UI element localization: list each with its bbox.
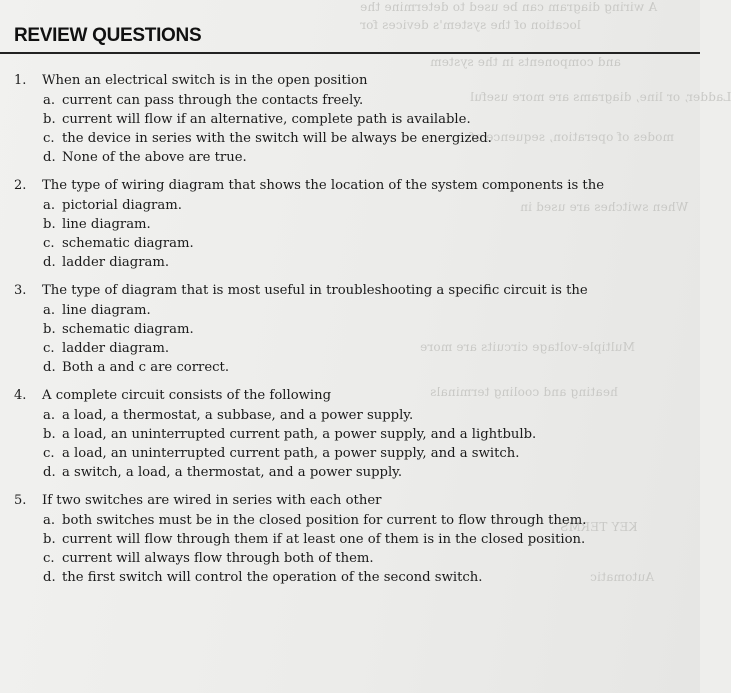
option-text: current will always flow through both of them.: [62, 551, 374, 566]
show-through-text: Automatic: [590, 570, 655, 584]
option-letter: b.: [43, 532, 56, 547]
option-letter: b.: [43, 217, 56, 232]
show-through-text: When switches are used in: [520, 200, 689, 214]
question-1: [14, 73, 634, 169]
option-text: schematic diagram.: [62, 236, 194, 251]
question-stem: The type of diagram that is most useful in troubleshooting a specific circuit is the: [42, 283, 588, 298]
option-text: both switches must be in the closed position for current to flow through them.: [62, 513, 587, 528]
question-stem-row: [14, 388, 634, 408]
answer-option: [14, 112, 634, 131]
question-number: 2.: [14, 178, 27, 193]
option-letter: a.: [43, 303, 56, 318]
answer-option: [14, 93, 634, 112]
question-stem-row: [14, 283, 634, 303]
option-letter: a.: [43, 93, 56, 108]
option-letter: b.: [43, 112, 56, 127]
option-text: a switch, a load, a thermostat, and a power supply.: [62, 465, 403, 480]
option-text: Both a and c are correct.: [62, 360, 230, 375]
question-stem: The type of wiring diagram that shows the location of the system components is the: [42, 178, 605, 193]
answer-option: [14, 255, 634, 274]
show-through-text: KEY TERMS: [560, 520, 638, 534]
option-text: line diagram.: [62, 303, 151, 318]
answer-option: [14, 570, 634, 589]
answer-option: [14, 341, 634, 360]
answer-option: [14, 236, 634, 255]
option-text: a load, a thermostat, a subbase, and a power supply.: [62, 408, 414, 423]
option-letter: a.: [43, 198, 56, 213]
answer-option: [14, 322, 634, 341]
option-text: the device in series with the switch will be always be energized.: [62, 131, 492, 146]
show-through-text: location of the system's devices for: [360, 18, 581, 32]
show-through-text: Ladder, or line, diagrams are more useful: [470, 90, 731, 104]
option-text: current will flow through them if at least one of them is in the closed position.: [62, 532, 586, 547]
question-number: 3.: [14, 283, 27, 298]
question-stem: A complete circuit consists of the following: [42, 388, 332, 403]
question-stem: If two switches are wired in series with each other: [42, 493, 382, 508]
question-3: [14, 283, 634, 379]
answer-option: [14, 532, 634, 551]
question-number: 1.: [14, 73, 27, 88]
question-stem: When an electrical switch is in the open position: [42, 73, 368, 88]
answer-option: [14, 150, 634, 169]
option-letter: d.: [43, 360, 56, 375]
question-5: [14, 493, 634, 589]
option-text: current can pass through the contacts freely.: [62, 93, 364, 108]
answer-option: [14, 513, 634, 532]
show-through-text: Multiple-voltage circuits are more: [420, 340, 636, 354]
option-text: the first switch will control the operation of the second switch.: [62, 570, 483, 585]
option-letter: a.: [43, 408, 56, 423]
option-letter: d.: [43, 465, 56, 480]
answer-option: [14, 360, 634, 379]
section-heading: REVIEW QUESTIONS: [14, 25, 202, 46]
answer-option: [14, 217, 634, 236]
question-number: 5.: [14, 493, 27, 508]
option-letter: c.: [43, 341, 55, 356]
option-letter: c.: [43, 551, 55, 566]
option-letter: c.: [43, 131, 55, 146]
answer-option: [14, 446, 634, 465]
option-text: a load, an uninterrupted current path, a power supply, and a switch.: [62, 446, 520, 461]
question-2: [14, 178, 634, 274]
answer-option: [14, 408, 634, 427]
option-text: ladder diagram.: [62, 341, 170, 356]
answer-option: [14, 303, 634, 322]
option-text: ladder diagram.: [62, 255, 170, 270]
option-text: None of the above are true.: [62, 150, 247, 165]
show-through-text: modes of operation, sequence of: [470, 130, 674, 144]
option-letter: b.: [43, 322, 56, 337]
option-letter: c.: [43, 236, 55, 251]
option-text: schematic diagram.: [62, 322, 194, 337]
option-text: a load, an uninterrupted current path, a power supply, and a lightbulb.: [62, 427, 537, 442]
option-letter: b.: [43, 427, 56, 442]
option-letter: d.: [43, 570, 56, 585]
show-through-text: and components in the system: [430, 55, 621, 69]
option-text: pictorial diagram.: [62, 198, 182, 213]
answer-option: [14, 131, 634, 150]
answer-option: [14, 198, 634, 217]
show-through-text: heating and cooling terminals: [430, 385, 618, 399]
answer-option: [14, 465, 634, 484]
option-text: line diagram.: [62, 217, 151, 232]
option-letter: a.: [43, 513, 56, 528]
question-stem-row: [14, 178, 634, 198]
question-stem-row: [14, 493, 634, 513]
option-letter: c.: [43, 446, 55, 461]
heading-rule: [0, 52, 700, 54]
answer-option: [14, 551, 634, 570]
question-4: [14, 388, 634, 484]
option-letter: d.: [43, 150, 56, 165]
option-letter: d.: [43, 255, 56, 270]
question-stem-row: [14, 73, 634, 93]
question-number: 4.: [14, 388, 27, 403]
answer-option: [14, 427, 634, 446]
show-through-text: A wiring diagram can be used to determine the: [360, 0, 658, 14]
option-text: current will flow if an alternative, complete path is available.: [62, 112, 471, 127]
